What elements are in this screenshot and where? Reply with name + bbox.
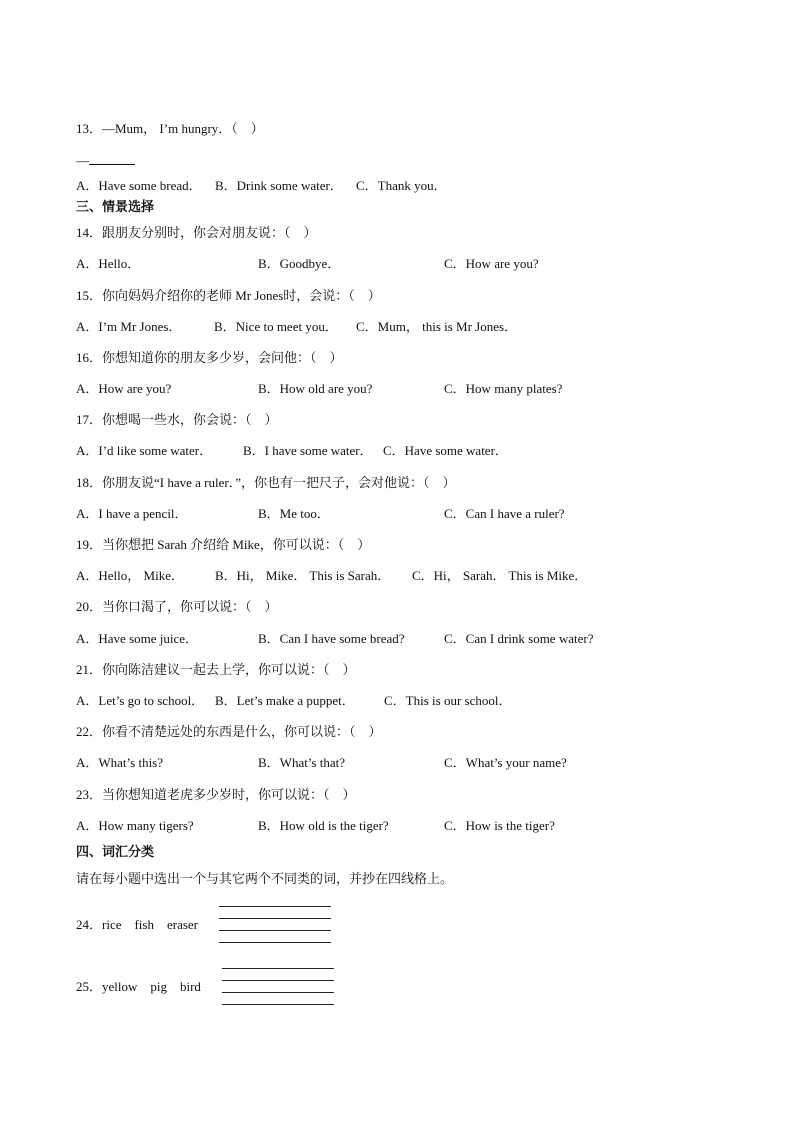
four-line-grid-25-line-3 [222,992,334,993]
question-22-stem: 22．你看不清楚远处的东西是什么，你可以说：（ ） [76,724,382,739]
four-line-grid-24-line-1 [219,906,331,907]
question-22-option-a[interactable]: A．What’s this? [76,755,164,770]
question-19-option-c[interactable]: C．Hi， Sarah． This is Mike． [412,568,588,583]
question-20-option-a[interactable]: A．Have some juice． [76,631,199,646]
section-4-instruction: 请在每小题中选出一个与其它两个不同类的词，并抄在四线格上。 [76,871,454,886]
question-18-option-c[interactable]: C．Can I have a ruler? [444,506,565,521]
question-20-stem: 20．当你口渴了，你可以说：（ ） [76,599,278,614]
question-17-option-c[interactable]: C．Have some water． [383,443,508,458]
section-4-heading: 四、词汇分类 [76,844,155,859]
four-line-grid-24-line-3 [219,930,331,931]
question-21-stem: 21．你向陈洁建议一起去上学，你可以说：（ ） [76,662,356,677]
question-13-option-a[interactable]: A．Have some bread． [76,178,202,193]
question-13-answer-line [76,153,135,169]
question-18-option-a[interactable]: A．I have a pencil． [76,506,188,521]
question-14-option-a[interactable]: A．Hello． [76,256,141,271]
question-14-option-c[interactable]: C．How are you? [444,256,539,271]
question-23-stem: 23．当你想知道老虎多少岁时，你可以说：（ ） [76,787,356,802]
question-16-option-c[interactable]: C．How many plates? [444,381,563,396]
four-line-grid-25-line-2 [222,980,334,981]
question-19-stem: 19．当你想把 Sarah 介绍给 Mike，你可以说：（ ） [76,537,371,552]
question-15-option-c[interactable]: C．Mum， this is Mr Jones． [356,319,518,334]
question-23-option-a[interactable]: A．How many tigers? [76,818,194,833]
question-20-option-c[interactable]: C．Can I drink some water? [444,631,594,646]
question-15-option-b[interactable]: B．Nice to meet you． [214,319,338,334]
question-21-option-b[interactable]: B．Let’s make a puppet． [215,693,355,708]
question-16-option-a[interactable]: A．How are you? [76,381,172,396]
question-15-option-a[interactable]: A．I’m Mr Jones． [76,319,182,334]
answer-dash: — [76,153,89,168]
question-17-option-a[interactable]: A．I’d like some water． [76,443,213,458]
question-16-stem: 16．你想知道你的朋友多少岁，会问他：（ ） [76,350,343,365]
question-14-option-b[interactable]: B．Goodbye． [258,256,341,271]
question-18-stem: 18．你朋友说“I have a ruler．”，你也有一把尺子，会对他说：（ ） [76,475,456,490]
four-line-grid-24-line-4 [219,942,331,943]
question-23-option-b[interactable]: B．How old is the tiger? [258,818,389,833]
question-21-option-a[interactable]: A．Let’s go to school． [76,693,205,708]
question-18-option-b[interactable]: B．Me too． [258,506,330,521]
four-line-grid-24-line-2 [219,918,331,919]
question-21-option-c[interactable]: C．This is our school． [384,693,512,708]
question-13-option-b[interactable]: B．Drink some water． [215,178,343,193]
question-13-option-c[interactable]: C．Thank you． [356,178,447,193]
four-line-grid-25-line-4 [222,1004,334,1005]
question-17-option-b[interactable]: B．I have some water． [243,443,373,458]
question-23-option-c[interactable]: C．How is the tiger? [444,818,555,833]
section-3-heading: 三、情景选择 [76,199,155,214]
question-20-option-b[interactable]: B．Can I have some bread? [258,631,405,646]
question-19-option-a[interactable]: A．Hello， Mike． [76,568,184,583]
item-24-words: 24．rice fish eraser [76,917,199,932]
item-25-words: 25．yellow pig bird [76,979,201,994]
question-22-option-b[interactable]: B．What’s that? [258,755,346,770]
question-17-stem: 17．你想喝一些水，你会说：（ ） [76,412,278,427]
question-22-option-c[interactable]: C．What’s your name? [444,755,567,770]
question-19-option-b[interactable]: B．Hi， Mike． This is Sarah． [215,568,391,583]
question-14-stem: 14．跟朋友分别时，你会对朋友说：（ ） [76,225,317,240]
question-16-option-b[interactable]: B．How old are you? [258,381,373,396]
answer-blank [89,154,135,165]
question-15-stem: 15．你向妈妈介绍你的老师 Mr Jones时，会说：（ ） [76,288,381,303]
question-13-stem: 13．—Mum， I’m hungry．（ ） [76,121,264,136]
four-line-grid-25-line-1 [222,968,334,969]
